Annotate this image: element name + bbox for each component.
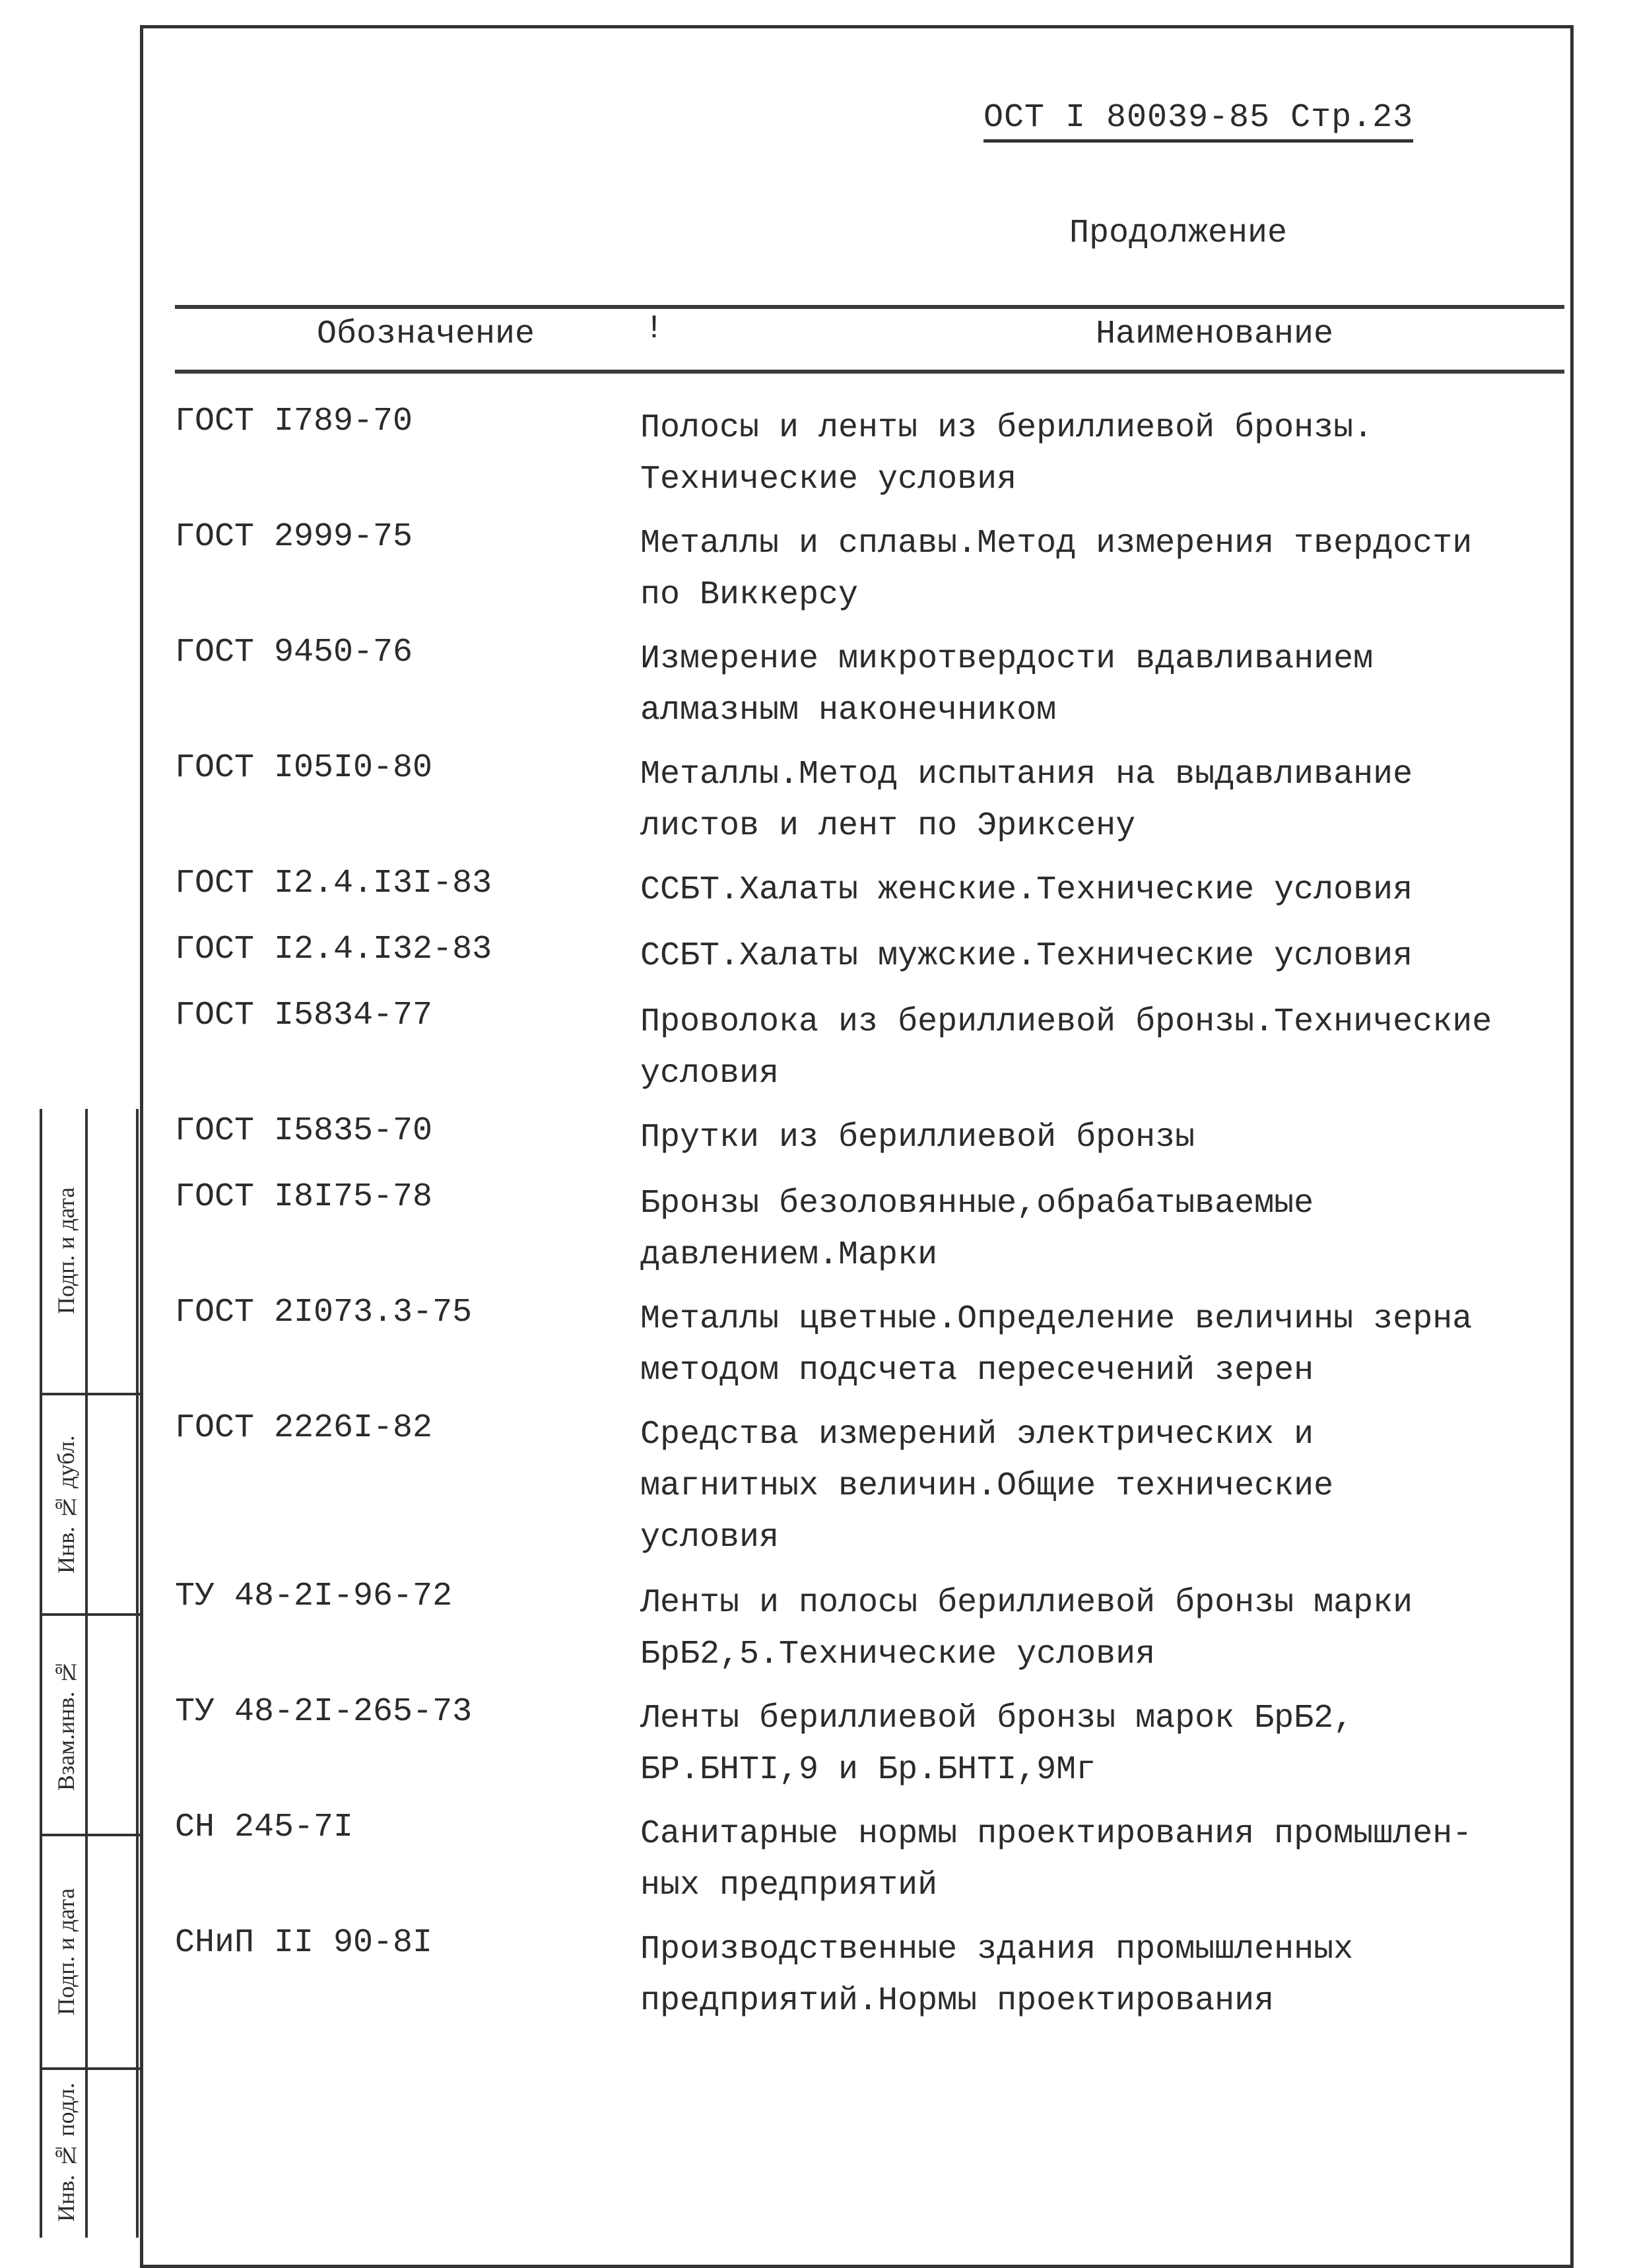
- row-title-line: Производственные здания промышленных: [640, 1931, 1354, 1968]
- row-title-line: Средства измерений электрических и: [640, 1416, 1314, 1453]
- row-title-line: Металлы.Метод испытания на выдавливание: [640, 756, 1413, 793]
- row-designation: ГОСТ I8I75-78: [175, 1178, 433, 1216]
- row-title-line: Технические условия: [640, 461, 1017, 498]
- column-header-designation: Обозначение: [317, 316, 535, 353]
- stamp-dup-inv: Инв. № дубл.: [53, 1435, 79, 1574]
- row-title-line: Полосы и ленты из бериллиевой бронзы.: [640, 409, 1374, 447]
- row-designation: ГОСТ I5835-70: [175, 1112, 433, 1150]
- row-title-line: давлением.Марки: [640, 1236, 938, 1274]
- row-designation: ГОСТ I05I0-80: [175, 749, 433, 787]
- row-designation: ГОСТ I789-70: [175, 403, 413, 440]
- row-title-line: листов и лент по Эриксену: [640, 807, 1136, 845]
- table-header-rule: [175, 370, 1564, 374]
- row-title-line: условия: [640, 1519, 780, 1556]
- row-title-line: БрБ2,5.Технические условия: [640, 1636, 1156, 1673]
- row-designation: ГОСТ 2I073.3-75: [175, 1294, 473, 1331]
- row-designation: СНиП II 90-8I: [175, 1924, 433, 1962]
- document-code: ОСТ I 80039-85 Стр.23: [983, 99, 1413, 143]
- row-title-line: магнитных величин.Общие технические: [640, 1467, 1334, 1505]
- row-title-line: Измерение микротвердости вдавливанием: [640, 640, 1374, 678]
- stamp-replace-inv: Взам.инв. №: [53, 1659, 79, 1791]
- row-title-line: ССБТ.Халаты женские.Технические условия: [640, 871, 1413, 909]
- table-top-rule: [175, 305, 1564, 309]
- row-title-line: Ленты и полосы бериллиевой бронзы марки: [640, 1584, 1413, 1622]
- row-designation: ГОСТ I2.4.I32-83: [175, 931, 492, 968]
- row-title-line: БР.БНТI,9 и Бр.БНТI,9Мг: [640, 1751, 1096, 1789]
- row-title-line: Санитарные нормы проектирования промышлен-: [640, 1815, 1473, 1853]
- row-title-line: Ленты бериллиевой бронзы марок БрБ2,: [640, 1700, 1354, 1737]
- row-title-line: Прутки из бериллиевой бронзы: [640, 1119, 1195, 1156]
- stamp-sign-date-2: Подп. и дата: [53, 1888, 79, 2016]
- row-title-line: предприятий.Нормы проектирования: [640, 1982, 1275, 2020]
- row-title-line: алмазным наконечником: [640, 692, 1057, 729]
- row-designation: ТУ 48-2I-96-72: [175, 1578, 453, 1615]
- row-title-line: Проволока из бериллиевой бронзы.Технические: [640, 1003, 1492, 1041]
- side-stamp: [40, 1109, 139, 2238]
- row-designation: ГОСТ 2226I-82: [175, 1409, 433, 1447]
- row-title-line: Металлы цветные.Определение величины зерна: [640, 1300, 1473, 1338]
- row-designation: ГОСТ I5834-77: [175, 997, 433, 1034]
- row-title-line: ных предприятий: [640, 1867, 938, 1904]
- column-header-name: Наименование: [1096, 316, 1334, 353]
- row-title-line: Металлы и сплавы.Метод измерения твердости: [640, 525, 1473, 562]
- column-header-separator: !: [644, 310, 665, 348]
- row-title-line: условия: [640, 1055, 780, 1092]
- row-designation: ГОСТ I2.4.I3I-83: [175, 865, 492, 902]
- row-title-line: Бронзы безоловянные,обрабатываемые: [640, 1185, 1314, 1222]
- row-title-line: ССБТ.Халаты мужские.Технические условия: [640, 937, 1413, 975]
- row-designation: ТУ 48-2I-265-73: [175, 1693, 473, 1731]
- continuation-label: Продолжение: [1069, 215, 1288, 252]
- row-title-line: по Виккерсу: [640, 576, 859, 614]
- stamp-sign-date-1: Подп. и дата: [53, 1187, 79, 1315]
- row-designation: СН 245-7I: [175, 1809, 354, 1846]
- stamp-orig-inv: Инв. № подл.: [53, 2083, 79, 2222]
- row-title-line: методом подсчета пересечений зерен: [640, 1352, 1314, 1389]
- row-designation: ГОСТ 2999-75: [175, 518, 413, 556]
- row-designation: ГОСТ 9450-76: [175, 634, 413, 671]
